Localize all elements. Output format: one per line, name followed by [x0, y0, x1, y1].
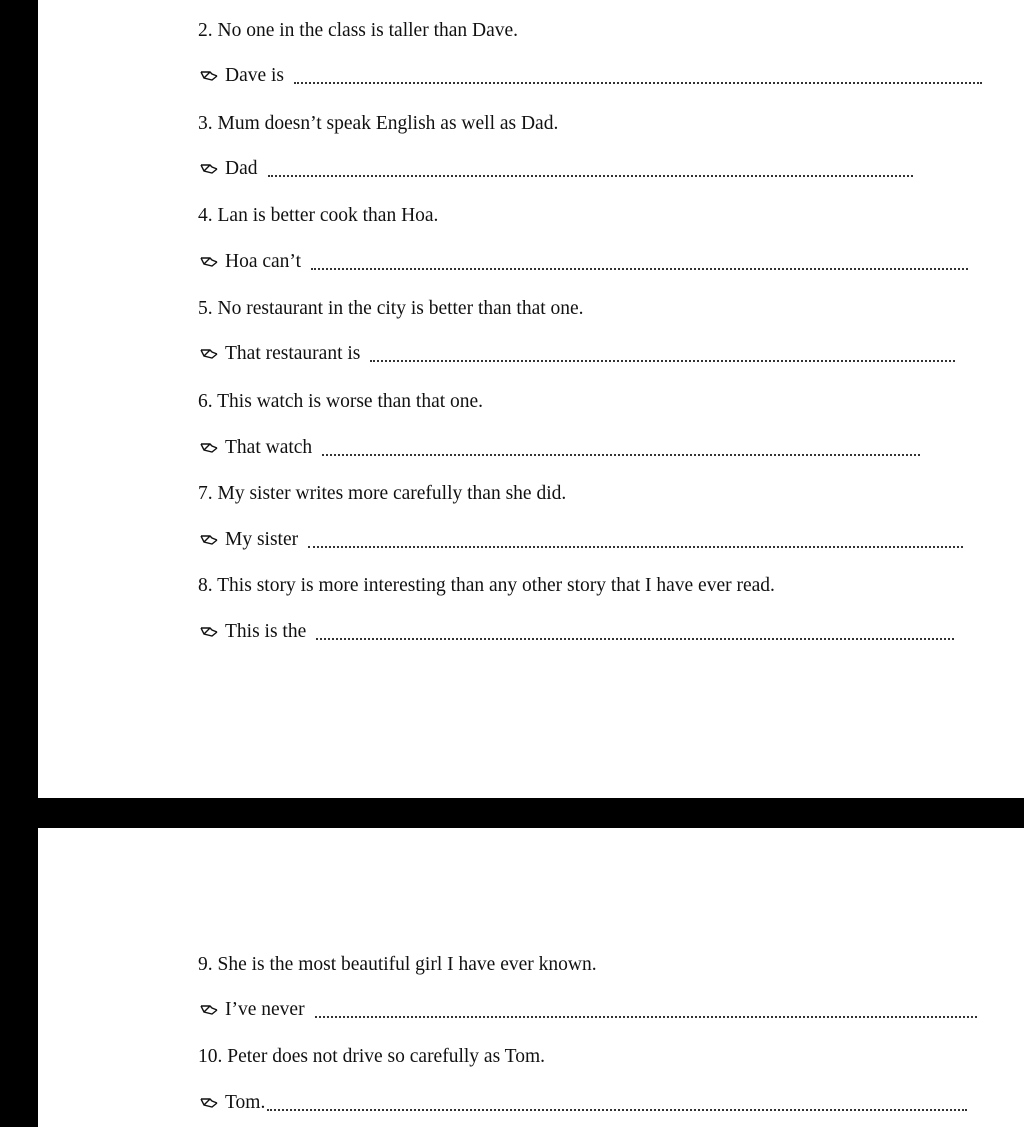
answer-blank[interactable]	[316, 618, 954, 640]
answer-blank[interactable]	[294, 62, 982, 84]
answer-prefix: That restaurant is	[225, 343, 361, 364]
answer-line-4	[200, 250, 968, 274]
answer-blank[interactable]	[311, 248, 968, 270]
answer-blank[interactable]	[322, 434, 920, 456]
answer-prefix: This is the	[225, 621, 307, 642]
answer-prefix: Tom.	[225, 1092, 266, 1113]
answer-prefix: Hoa can’t	[225, 251, 301, 272]
question-2: 2. No one in the class is taller than Dave.	[198, 20, 519, 41]
writing-hand-icon	[200, 255, 218, 269]
question-4: 4. Lan is better cook than Hoa.	[198, 205, 439, 226]
answer-blank[interactable]	[308, 526, 963, 548]
answer-prefix: My sister	[225, 529, 299, 550]
question-9: 9. She is the most beautiful girl I have ever known.	[198, 954, 597, 975]
answer-prefix: Dad	[225, 158, 258, 179]
answer-line-9	[200, 998, 977, 1022]
question-7: 7. My sister writes more carefully than she did.	[198, 483, 567, 504]
writing-hand-icon	[200, 533, 218, 547]
question-6: 6. This watch is worse than that one.	[198, 391, 484, 412]
answer-line-8	[200, 620, 954, 644]
writing-hand-icon	[200, 1003, 218, 1017]
answer-prefix: I’ve never	[225, 999, 305, 1020]
answer-line-5	[200, 342, 955, 366]
answer-line-2	[200, 64, 982, 88]
question-5: 5. No restaurant in the city is better than that one.	[198, 298, 584, 319]
writing-hand-icon	[200, 625, 218, 639]
answer-blank[interactable]	[268, 155, 913, 177]
writing-hand-icon	[200, 162, 218, 176]
answer-line-6	[200, 436, 920, 460]
worksheet-page-top	[38, 0, 1024, 798]
writing-hand-icon	[200, 1096, 218, 1110]
question-3: 3. Mum doesn’t speak English as well as Dad.	[198, 113, 559, 134]
answer-blank[interactable]	[315, 996, 977, 1018]
answer-prefix: Dave is	[225, 65, 285, 86]
answer-prefix: That watch	[225, 437, 313, 458]
answer-line-3	[200, 157, 913, 181]
answer-line-10	[200, 1091, 967, 1115]
writing-hand-icon	[200, 347, 218, 361]
answer-blank[interactable]	[267, 1089, 967, 1111]
writing-hand-icon	[200, 441, 218, 455]
question-10: 10. Peter does not drive so carefully as Tom.	[198, 1046, 546, 1067]
worksheet-page-bottom	[38, 828, 1024, 1127]
answer-blank[interactable]	[370, 340, 955, 362]
answer-line-7	[200, 528, 963, 552]
question-8: 8. This story is more interesting than any other story that I have ever read.	[198, 575, 775, 596]
writing-hand-icon	[200, 69, 218, 83]
